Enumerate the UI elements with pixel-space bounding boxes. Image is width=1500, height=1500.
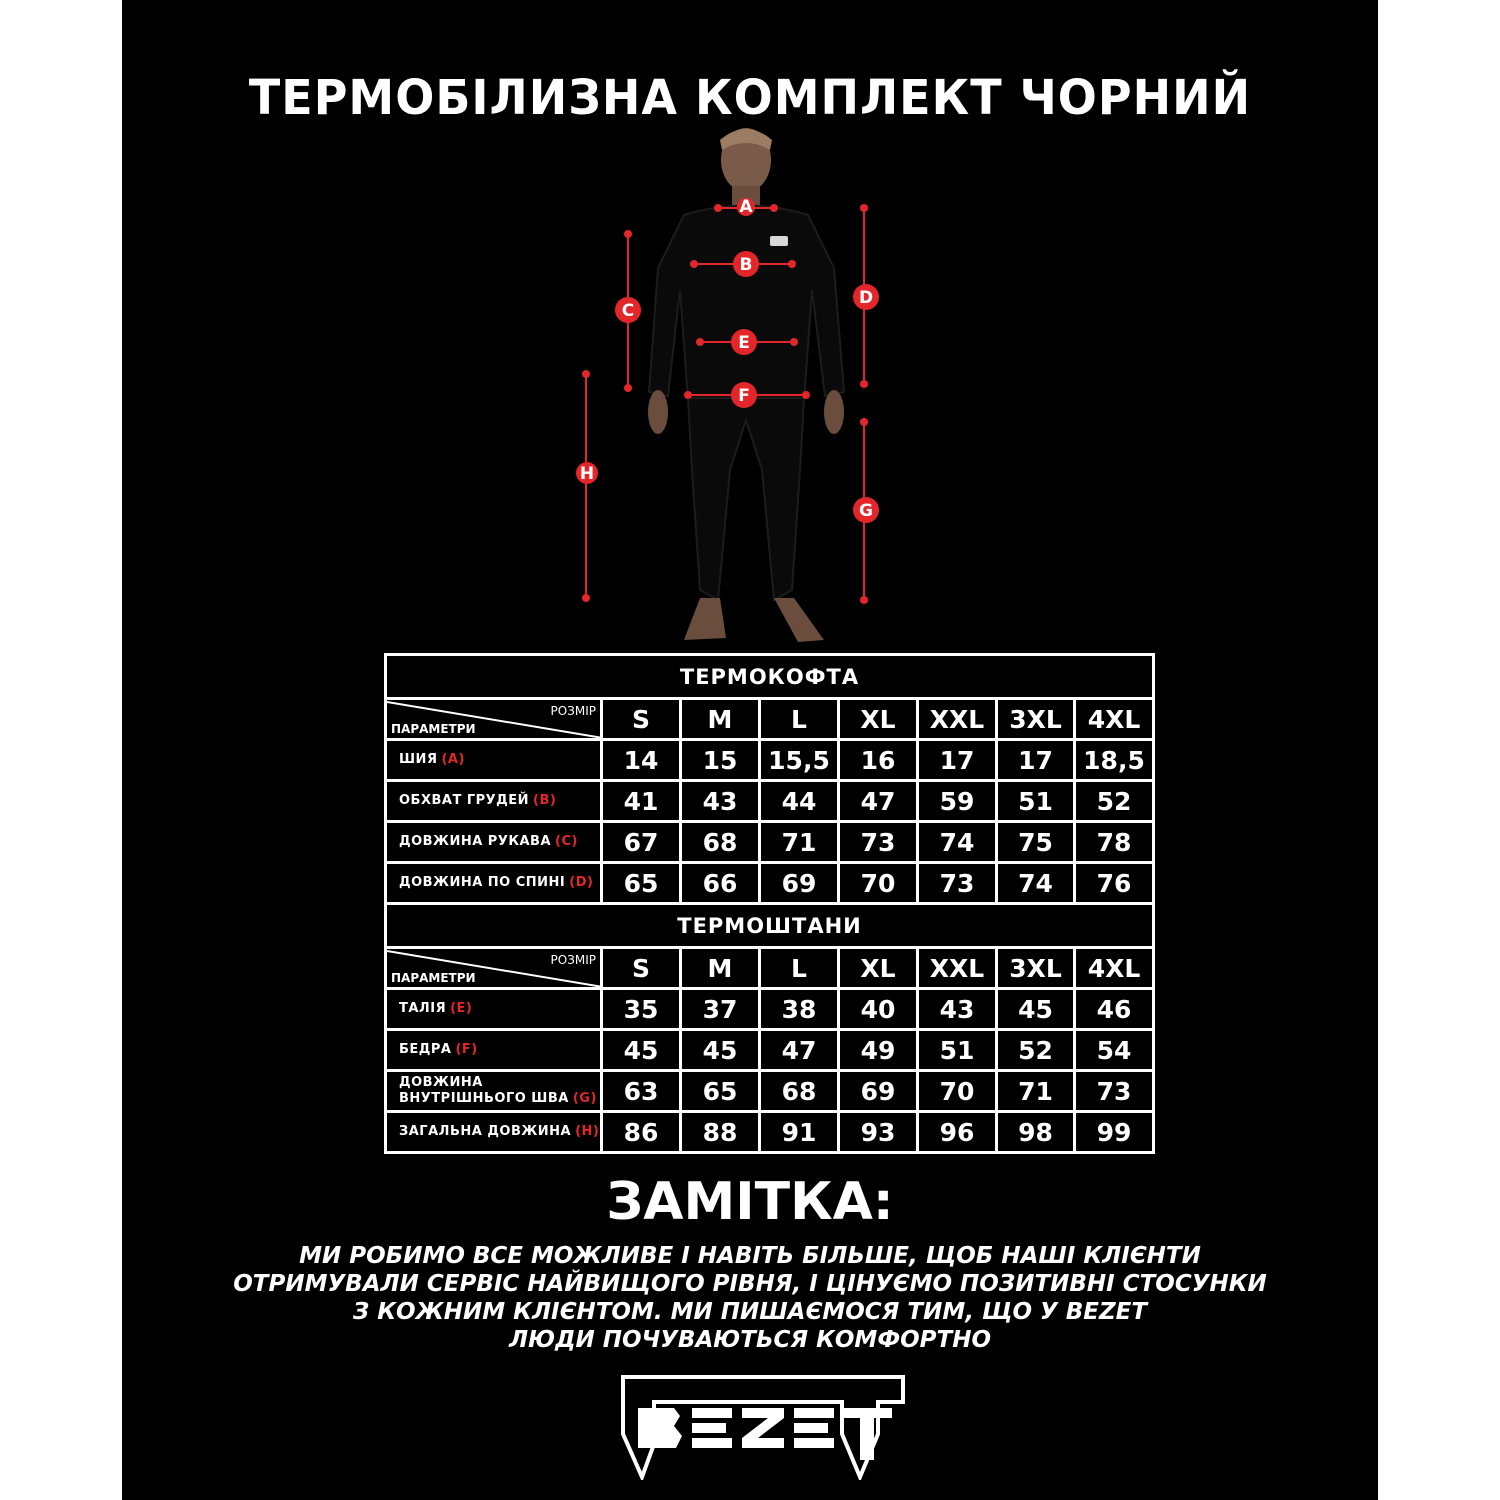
svg-text:G: G xyxy=(859,501,873,521)
top-section xyxy=(386,655,1154,904)
size-label: XL xyxy=(839,699,918,740)
value-cell: 44 xyxy=(760,781,839,822)
size-label: 3XL xyxy=(997,699,1075,740)
value-cell: 88 xyxy=(681,1112,760,1153)
svg-text:H: H xyxy=(579,464,595,484)
value-cell: 38 xyxy=(760,989,839,1030)
value-cell: 41 xyxy=(602,781,681,822)
value-cell: 15,5 xyxy=(760,740,839,781)
note-line: ОТРИМУВАЛИ СЕРВІС НАЙВИЩОГО РІВНЯ, І ЦІНУЄМО ПОЗИТИВНІ СТОСУНКИ xyxy=(233,1271,1267,1297)
value-cell: 16 xyxy=(839,740,918,781)
table-row xyxy=(386,822,1154,863)
value-cell: 86 xyxy=(602,1112,681,1153)
value-cell: 49 xyxy=(839,1030,918,1071)
value-cell: 51 xyxy=(918,1030,997,1071)
size-label: XXL xyxy=(918,948,997,989)
value-cell: 74 xyxy=(997,863,1075,904)
note-line: ЛЮДИ ПОЧУВАЮТЬСЯ КОМФОРТНО xyxy=(508,1327,992,1353)
value-cell: 17 xyxy=(997,740,1075,781)
value-cell: 69 xyxy=(839,1071,918,1112)
value-cell: 68 xyxy=(681,822,760,863)
value-cell: 18,5 xyxy=(1075,740,1154,781)
value-cell: 43 xyxy=(681,781,760,822)
bottom-table-heading: ТЕРМОШТАНИ xyxy=(386,904,1154,948)
size-label: M xyxy=(681,948,760,989)
top-table-heading: ТЕРМОКОФТА xyxy=(386,655,1154,699)
value-cell: 43 xyxy=(918,989,997,1030)
value-cell: 65 xyxy=(681,1071,760,1112)
value-cell: 35 xyxy=(602,989,681,1030)
page-title: ТЕРМОБІЛИЗНА КОМПЛЕКТ ЧОРНИЙ xyxy=(248,68,1252,126)
table-row xyxy=(386,781,1154,822)
corner-size-label: РОЗМІР xyxy=(550,704,596,718)
value-cell: 54 xyxy=(1075,1030,1154,1071)
param-label: ШИЯ (A) xyxy=(386,740,602,781)
marker-f xyxy=(731,382,757,408)
value-cell: 98 xyxy=(997,1112,1075,1153)
note-line: З КОЖНИМ КЛІЄНТОМ. МИ ПИШАЄМОСЯ ТИМ, ЩО У BEZET xyxy=(352,1299,1148,1325)
value-cell: 59 xyxy=(918,781,997,822)
param-label: ДОВЖИНА ПО СПИНІ (D) xyxy=(386,863,602,904)
value-cell: 74 xyxy=(918,822,997,863)
value-cell: 75 xyxy=(997,822,1075,863)
size-label: S xyxy=(602,699,681,740)
marker-c xyxy=(615,297,641,323)
size-label: XL xyxy=(839,948,918,989)
value-cell: 14 xyxy=(602,740,681,781)
value-cell: 68 xyxy=(760,1071,839,1112)
value-cell: 45 xyxy=(681,1030,760,1071)
value-cell: 96 xyxy=(918,1112,997,1153)
model-figure xyxy=(122,0,1378,660)
table-row xyxy=(386,1112,1154,1153)
marker-a xyxy=(737,197,755,217)
corner-cell xyxy=(386,699,602,740)
value-cell: 71 xyxy=(760,822,839,863)
svg-text:E: E xyxy=(738,333,750,353)
value-cell: 63 xyxy=(602,1071,681,1112)
value-cell: 71 xyxy=(997,1071,1075,1112)
value-cell: 47 xyxy=(839,781,918,822)
size-label: 4XL xyxy=(1075,699,1154,740)
note-title: ЗАМІТКА: xyxy=(606,1172,894,1232)
size-label: L xyxy=(760,699,839,740)
param-label: ЗАГАЛЬНА ДОВЖИНА (H) xyxy=(386,1112,602,1153)
param-label: ТАЛІЯ (E) xyxy=(386,989,602,1030)
value-cell: 65 xyxy=(602,863,681,904)
size-label: 4XL xyxy=(1075,948,1154,989)
value-cell: 76 xyxy=(1075,863,1154,904)
value-cell: 66 xyxy=(681,863,760,904)
corner-size-label: РОЗМІР xyxy=(550,953,596,967)
table-row xyxy=(386,989,1154,1030)
value-cell: 40 xyxy=(839,989,918,1030)
value-cell: 45 xyxy=(997,989,1075,1030)
value-cell: 47 xyxy=(760,1030,839,1071)
table-row xyxy=(386,1071,1154,1112)
size-label: L xyxy=(760,948,839,989)
value-cell: 46 xyxy=(1075,989,1154,1030)
value-cell: 67 xyxy=(602,822,681,863)
value-cell: 99 xyxy=(1075,1112,1154,1153)
note-line: МИ РОБИМО ВСЕ МОЖЛИВЕ І НАВІТЬ БІЛЬШЕ, ЩОБ НАШІ КЛІЄНТИ xyxy=(299,1243,1201,1269)
table-row xyxy=(386,863,1154,904)
value-cell: 15 xyxy=(681,740,760,781)
svg-text:D: D xyxy=(858,288,874,308)
size-label: 3XL xyxy=(997,948,1075,989)
size-label: XXL xyxy=(918,699,997,740)
value-cell: 73 xyxy=(1075,1071,1154,1112)
value-cell: 70 xyxy=(839,863,918,904)
bottom-section xyxy=(386,904,1154,1153)
marker-h xyxy=(576,462,598,484)
param-label: ДОВЖИНА РУКАВА (C) xyxy=(386,822,602,863)
corner-param-label: ПАРАМЕТРИ xyxy=(391,722,476,736)
marker-d xyxy=(853,284,879,310)
value-cell: 45 xyxy=(602,1030,681,1071)
value-cell: 52 xyxy=(997,1030,1075,1071)
value-cell: 69 xyxy=(760,863,839,904)
value-cell: 70 xyxy=(918,1071,997,1112)
corner-cell xyxy=(386,948,602,989)
value-cell: 51 xyxy=(997,781,1075,822)
corner-param-label: ПАРАМЕТРИ xyxy=(391,971,476,985)
value-cell: 78 xyxy=(1075,822,1154,863)
table-row xyxy=(386,740,1154,781)
param-label: БЕДРА (F) xyxy=(386,1030,602,1071)
svg-text:B: B xyxy=(739,255,753,275)
param-label: ОБХВАТ ГРУДЕЙ (B) xyxy=(386,781,602,822)
note-text xyxy=(182,1242,1318,1354)
marker-b xyxy=(733,251,759,277)
value-cell: 37 xyxy=(681,989,760,1030)
size-chart-panel xyxy=(122,0,1378,1500)
size-label: M xyxy=(681,699,760,740)
size-table xyxy=(384,653,1155,1154)
bottom-size-header xyxy=(386,948,1154,989)
svg-text:A: A xyxy=(739,197,753,217)
table-row xyxy=(386,1030,1154,1071)
bezet-logo xyxy=(620,1374,906,1480)
value-cell: 93 xyxy=(839,1112,918,1153)
value-cell: 73 xyxy=(918,863,997,904)
marker-e xyxy=(731,329,757,355)
value-cell: 91 xyxy=(760,1112,839,1153)
top-size-header xyxy=(386,699,1154,740)
marker-g xyxy=(853,497,879,523)
value-cell: 52 xyxy=(1075,781,1154,822)
value-cell: 73 xyxy=(839,822,918,863)
svg-text:F: F xyxy=(738,386,750,406)
svg-text:C: C xyxy=(621,301,635,321)
param-label: ДОВЖИНА ВНУТРІШНЬОГО ШВА (G) xyxy=(386,1071,602,1112)
value-cell: 17 xyxy=(918,740,997,781)
size-label: S xyxy=(602,948,681,989)
